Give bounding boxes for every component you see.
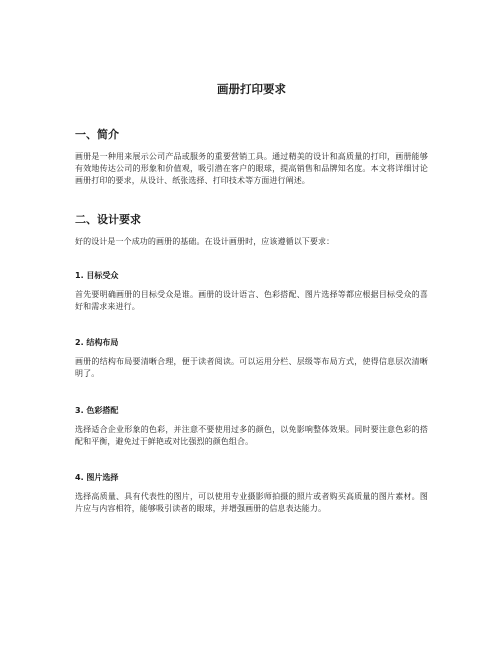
section-paragraph-design: 好的设计是一个成功的画册的基础。在设计画册时，应该遵循以下要求： — [75, 236, 335, 246]
document-title: 画册打印要求 — [217, 82, 286, 96]
section-heading-design: 二、设计要求 — [75, 212, 141, 226]
subsection-paragraph: 首先要明确画册的目标受众是谁。画册的设计语言、色彩搭配、图片选择等都应根据目标受众的喜好和需求来进行。 — [75, 289, 428, 312]
section-heading-intro: 一、简介 — [75, 128, 119, 141]
subsection-paragraph: 选择适合企业形象的色彩，并注意不要使用过多的颜色，以免影响整体效果。同时要注意色彩的搭配和平衡，避免过于鲜艳或对比强烈的颜色组合。 — [75, 424, 428, 446]
subsection-paragraph: 画册的结构布局要清晰合理，便于读者阅读。可以运用分栏、层级等布局方式，使得信息层次清晰明了。 — [75, 357, 428, 379]
subsection-color — [75, 406, 428, 448]
subsection-images — [75, 473, 428, 515]
subsection-paragraph: 选择高质量、具有代表性的图片，可以使用专业摄影师拍摄的照片或者购买高质量的图片素材。图片应与内容相符，能够吸引读者的眼球，并增强画册的信息表达能力。 — [75, 492, 428, 514]
subsection-target-audience — [75, 271, 428, 313]
subsection-heading: 1. 目标受众 — [75, 270, 119, 280]
subsection-layout — [75, 338, 428, 380]
subsection-heading: 3. 色彩搭配 — [75, 405, 119, 415]
section-paragraph-intro: 画册是一种用来展示公司产品或服务的重要营销工具。通过精美的设计和高质量的打印，画册能够有效地传达公司的形象和价值观，吸引潜在客户的眼球，提高销售和品牌知名度。本文将详细讨论画册打印的要求，从设计、纸张选择、打印技术等方面进行阐述。 — [75, 152, 428, 186]
subsection-heading: 2. 结构布局 — [75, 338, 119, 348]
subsection-heading: 4. 图片选择 — [75, 473, 119, 483]
